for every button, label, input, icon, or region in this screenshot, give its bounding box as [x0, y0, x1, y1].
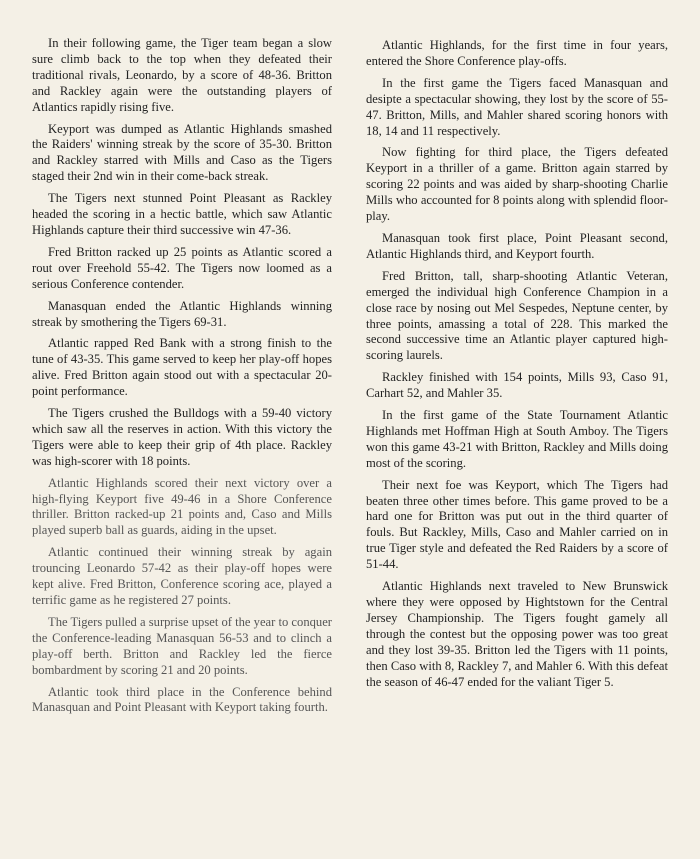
- paragraph: Atlantic continued their winning streak by again trouncing Leonardo 57-42 as their play-off hopes were kept alive. Fred Britton, Conference scoring ace, played a terrific game as he registered 27 points.: [32, 545, 332, 607]
- paragraph: Atlantic Highlands next traveled to New Brunswick where they were opposed by Hightstown for the Central Jersey Championship. The Tigers fought gamely all through the contest but the opposing power was too great and they lost 39-35. Britton led the Tigers with 11 points, then Caso with 8, Rackley 7, and Mahler 6. With this defeat the season of 46-47 ended for the valiant Tiger 5.: [366, 579, 668, 689]
- paragraph: Rackley finished with 154 points, Mills 93, Caso 91, Carhart 52, and Mahler 35.: [366, 370, 668, 401]
- paragraph: The Tigers crushed the Bulldogs with a 59-40 victory which saw all the reserves in action. With this victory the Tigers were able to keep their grip of 4th place. Rackley was high-scorer with 18 points.: [32, 406, 332, 468]
- paragraph: Atlantic Highlands, for the first time in four years, entered the Shore Conference play-offs.: [366, 38, 668, 68]
- paragraph: Fred Britton racked up 25 points as Atlantic scored a rout over Freehold 55-42. The Tigers now loomed as a serious Conference contender.: [32, 244, 332, 291]
- paragraph: Atlantic rapped Red Bank with a strong finish to the tune of 43-35. This game served to keep her play-off hopes alive. Fred Britton again stood out with a spectacular 20-point performance.: [32, 336, 332, 399]
- paragraph: Now fighting for third place, the Tigers defeated Keyport in a thriller of a game. Britton again starred by scoring 22 points and was aided by sharp-shooting Charlie Mills who accounted for 8 points along with splendid floor-play.: [366, 145, 668, 224]
- paragraph: The Tigers pulled a surprise upset of the year to conquer the Conference-leading Manasquan 56-53 and to clinch a play-off berth. Britton and Rackley led the fierce bombardment by scoring 21 and 20 points.: [32, 614, 332, 677]
- paragraph: The Tigers next stunned Point Pleasant as Rackley headed the scoring in a hectic battle, which saw Atlantic Highlands capture their third successive win 47-36.: [32, 191, 332, 237]
- left-column: [32, 36, 332, 722]
- paragraph: Manasquan took first place, Point Pleasant second, Atlantic Highlands third, and Keyport fourth.: [366, 230, 668, 261]
- paragraph: Their next foe was Keyport, which The Tigers had beaten three other times before. This game proved to be a hard one for Britton was put out in the third quarter of fouls. But Rackley, Mills, Caso and Mahler carried on in true Tiger style and defeated the Red Raiders by a score of 51-44.: [366, 477, 668, 572]
- paragraph: In their following game, the Tiger team began a slow sure climb back to the top when they defeated their traditional rivals, Leonardo, by a score of 48-36. Britton and Rackley again were the outstanding players of Atlantics rapidly rising five.: [32, 36, 332, 114]
- paragraph: In the first game the Tigers faced Manasquan and desipte a spectacular showing, they lost by the score of 55-47. Britton, Mills, and Mahler shared scoring honors with 18, 14 and 11 respectively.: [366, 75, 668, 138]
- paragraph: Atlantic took third place in the Conference behind Manasquan and Point Pleasant with Keyport taking fourth.: [32, 684, 332, 715]
- right-column: [366, 38, 668, 696]
- paragraph: Atlantic Highlands scored their next victory over a high-flying Keyport five 49-46 in a Shore Conference thriller. Britton racked-up 21 points and, Caso and Mills played superb ball as guards, aiding in the upset.: [32, 475, 332, 538]
- paragraph: Fred Britton, tall, sharp-shooting Atlantic Veteran, emerged the individual high Conference Champion in a close race by nosing out Mel Sespedes, Neptune center, by three points, amassing a total of 228. This marked the second successive time an Atlantic player captured high-scoring laurels.: [366, 268, 668, 363]
- paragraph: Keyport was dumped as Atlantic Highlands smashed the Raiders' winning streak by the score of 35-30. Britton and Rackley starred with Mills and Caso as the Tigers staged their 2nd win in their come-back streak.: [32, 121, 332, 184]
- paragraph: In the first game of the State Tournament Atlantic Highlands met Hoffman High at South Amboy. The Tigers won this game 43-21 with Britton, Rackley and Mills doing most of the scoring.: [366, 408, 668, 470]
- paragraph: Manasquan ended the Atlantic Highlands winning streak by smothering the Tigers 69-31.: [32, 298, 332, 329]
